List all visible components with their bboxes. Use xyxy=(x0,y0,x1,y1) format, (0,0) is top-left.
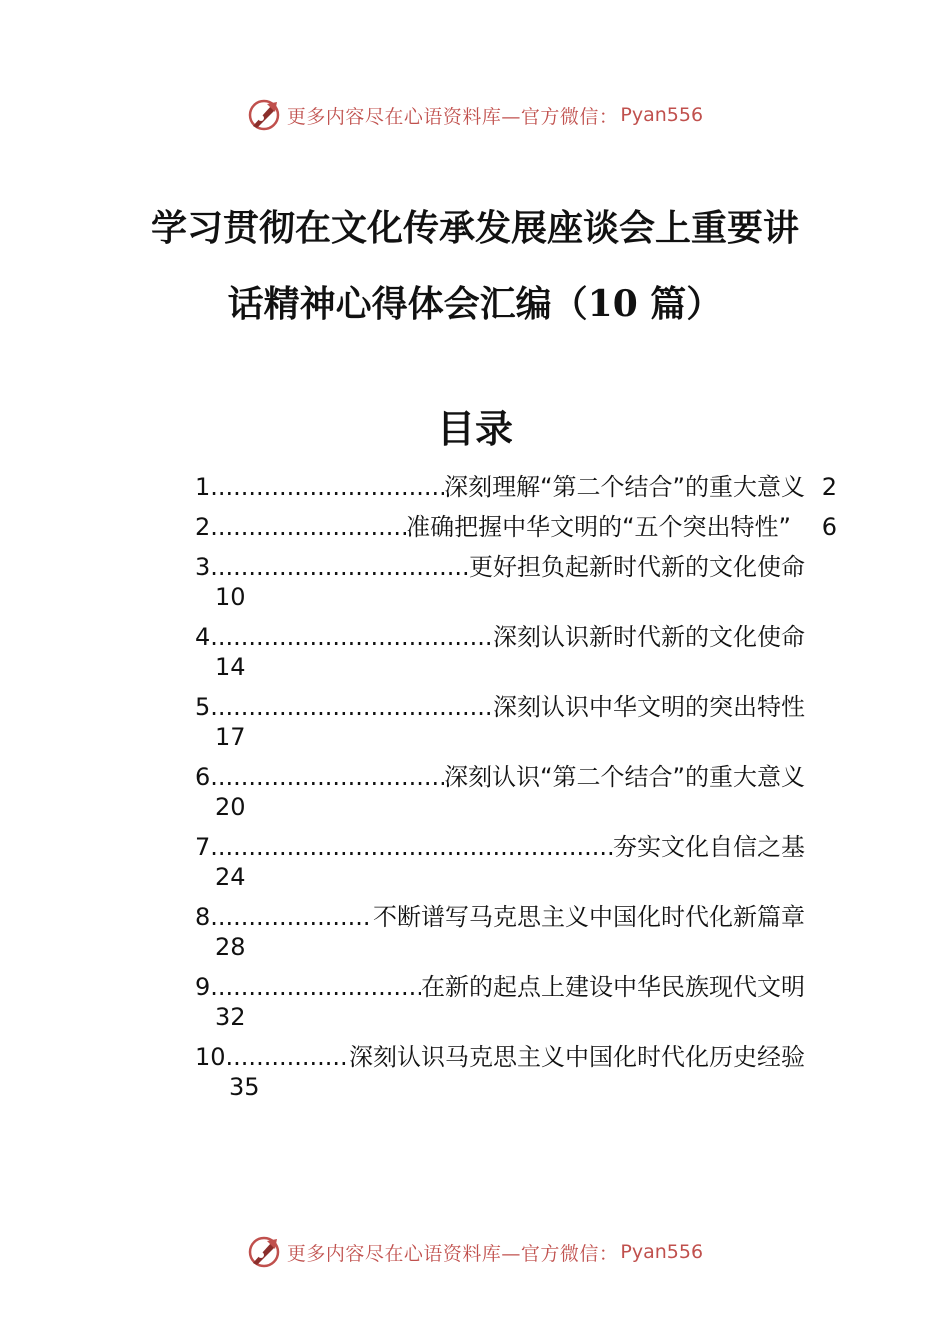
toc-entry-number: 3 xyxy=(195,553,211,581)
header-banner xyxy=(0,95,950,135)
toc-leader-dots xyxy=(210,972,421,1002)
toc-entry-title: 深刻理解“第二个结合”的重大意义 xyxy=(444,473,805,501)
toc-entry[interactable] xyxy=(195,622,855,692)
toc-entry[interactable] xyxy=(195,692,855,762)
toc-entry-number: 8 xyxy=(195,903,211,931)
toc-entry-page: 10 xyxy=(215,583,246,611)
document-title-line-1: 学习贯彻在文化传承发展座谈会上重要讲 xyxy=(150,207,799,249)
toc-leader-dots xyxy=(210,762,444,792)
table-of-contents xyxy=(195,472,855,1112)
toc-entry-title: 深刻认识“第二个结合”的重大意义 xyxy=(444,763,805,791)
toc-entry[interactable] xyxy=(195,832,855,902)
toc-entry-page: 28 xyxy=(215,933,246,961)
toc-entry-number: 4 xyxy=(195,623,211,651)
quill-pen-logo-icon xyxy=(247,98,281,132)
toc-leader-dots xyxy=(210,902,373,932)
toc-entry[interactable] xyxy=(195,762,855,832)
toc-entry[interactable] xyxy=(195,552,855,622)
banner-text: 更多内容尽在心语资料库—官方微信： xyxy=(286,1242,619,1265)
toc-entry-title: 在新的起点上建设中华民族现代文明 xyxy=(421,973,805,1001)
toc-heading: 目录 xyxy=(436,406,513,451)
toc-entry-title: 更好担负起新时代新的文化使命 xyxy=(469,553,805,581)
footer-banner xyxy=(0,1232,950,1272)
toc-entry-title: 准确把握中华文明的“五个突出特性” xyxy=(406,513,791,541)
toc-entry-number: 7 xyxy=(195,833,211,861)
toc-entry[interactable] xyxy=(195,512,855,552)
toc-entry[interactable] xyxy=(195,902,855,972)
toc-entry[interactable] xyxy=(195,1042,855,1112)
toc-leader-dots xyxy=(210,622,493,652)
toc-leader-dots xyxy=(226,1042,349,1072)
wechat-id: Pyan556 xyxy=(620,104,704,126)
document-title-line-2: 话精神心得体会汇编（10 篇） xyxy=(227,283,723,325)
toc-entry-page: 17 xyxy=(215,723,246,751)
toc-entry-title: 夯实文化自信之基 xyxy=(613,833,805,861)
toc-entry-title: 不断谱写马克思主义中国化时代化新篇章 xyxy=(373,903,805,931)
toc-entry-page: 35 xyxy=(229,1073,260,1101)
wechat-id: Pyan556 xyxy=(620,1241,704,1263)
toc-entry-title: 深刻认识中华文明的突出特性 xyxy=(493,693,805,721)
toc-entry-number: 9 xyxy=(195,973,211,1001)
toc-entry-page: 14 xyxy=(215,653,246,681)
toc-leader-dots xyxy=(210,552,469,582)
toc-entry-number: 2 xyxy=(195,513,211,541)
toc-leader-dots xyxy=(210,692,493,722)
toc-entry-page: 2 xyxy=(821,473,837,501)
toc-entry-page: 6 xyxy=(821,513,837,541)
toc-entry[interactable] xyxy=(195,972,855,1042)
toc-entry-number: 5 xyxy=(195,693,211,721)
toc-entry[interactable] xyxy=(195,472,855,512)
toc-entry-title: 深刻认识马克思主义中国化时代化历史经验 xyxy=(349,1043,805,1071)
banner-text: 更多内容尽在心语资料库—官方微信： xyxy=(286,105,619,128)
toc-entry-number: 10 xyxy=(195,1043,226,1071)
toc-leader-dots xyxy=(210,832,613,862)
toc-entry-page: 24 xyxy=(215,863,246,891)
quill-pen-logo-icon xyxy=(247,1235,281,1269)
toc-leader-dots xyxy=(210,472,444,502)
toc-entry-number: 1 xyxy=(195,473,211,501)
toc-entry-page: 20 xyxy=(215,793,246,821)
toc-entry-title: 深刻认识新时代新的文化使命 xyxy=(493,623,805,651)
toc-leader-dots xyxy=(210,512,406,542)
toc-entry-page: 32 xyxy=(215,1003,246,1031)
toc-entry-number: 6 xyxy=(195,763,211,791)
